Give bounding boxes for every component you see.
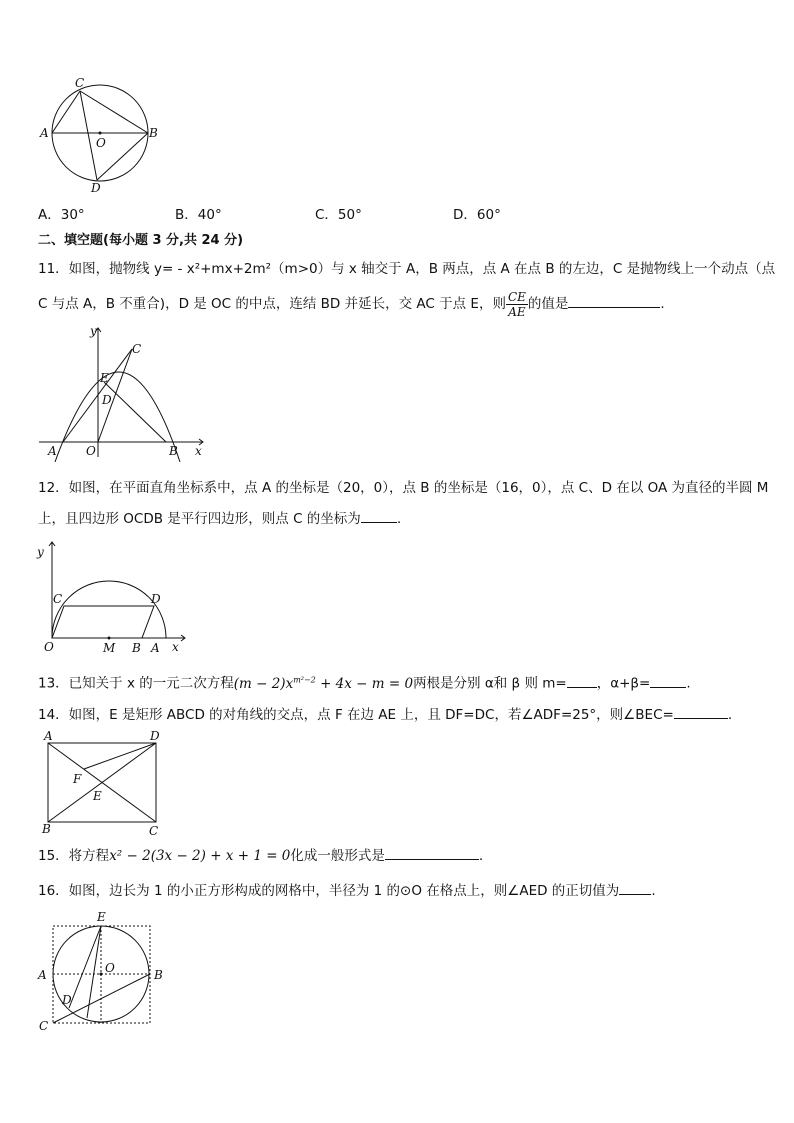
q13-text-b: 两根是分别 α和 β 则 m= [413, 675, 567, 692]
q10-label-b: B [149, 126, 158, 140]
q10-choice-a: A．30° [38, 207, 85, 223]
q11-frac-num: CE [507, 289, 526, 304]
q11-label-e: E [100, 371, 109, 385]
q13-equation [234, 676, 413, 692]
q11-label-c: C [132, 342, 142, 356]
q16-figure [36, 908, 171, 1033]
q14-label-c: C [149, 824, 159, 838]
q10-choice-b: B．40° [175, 207, 222, 223]
q14-answer-blank[interactable] [674, 706, 728, 719]
q12-answer-blank[interactable] [361, 510, 397, 523]
q12-label-y: y [37, 545, 44, 559]
q12-line2-text: 上，且四边形 OCDB 是平行四边形，则点 C 的坐标为 [38, 511, 361, 527]
q16-label-e: E [97, 910, 106, 924]
q11-line2 [38, 289, 665, 319]
q11-label-a: A [48, 444, 57, 458]
q13-line [38, 671, 691, 693]
q11-label-d: D [102, 393, 112, 407]
q13-end: . [686, 675, 691, 692]
q16-line [38, 882, 656, 900]
q10-label-o: O [96, 136, 106, 150]
q14-label-f: F [73, 772, 82, 786]
q14-label-e: E [93, 789, 102, 803]
q14-figure [38, 728, 168, 838]
q11-line2-tail: 的值是 [527, 296, 569, 312]
q13-answer-blank-m[interactable] [567, 675, 597, 688]
q12-label-m: M [103, 641, 116, 653]
q15-text-a: 15．将方程 [38, 848, 110, 864]
q11-end: . [660, 296, 665, 312]
q12-label-o: O [44, 640, 54, 653]
q11-line2-text: C 与点 A，B 不重合)，D 是 OC 的中点，连结 BD 并延长，交 AC 于点 E，则 [38, 296, 506, 312]
q13-eq-exp: m²−2 [293, 675, 316, 684]
q15-answer-blank[interactable] [385, 847, 479, 860]
q15-text-b: 化成一般形式是 [290, 848, 385, 864]
q12-end: . [396, 511, 402, 527]
q13-text-a: 13．已知关于 x 的一元二次方程 [38, 675, 234, 692]
q16-text: 16．如图，边长为 1 的小正方形构成的网格中，半径为 1 的⊙O 在格点上，则∠AED 的正切值为 [38, 883, 620, 899]
q12-label-d: D [151, 592, 161, 606]
q15-end: . [478, 848, 484, 864]
q11-line1: 11．如图，抛物线 y= - x²+mx+2m²（m>0）与 x 轴交于 A，B 两点，点 A 在点 B 的左边，C 是抛物线上一个动点（点 [38, 261, 776, 277]
q10-label-a: A [40, 126, 49, 140]
q12-label-c: C [53, 592, 63, 606]
q11-fraction [506, 290, 528, 319]
q16-label-b: B [154, 968, 163, 982]
q11-label-o: O [86, 444, 96, 458]
q16-label-a: A [38, 968, 47, 982]
q16-label-o: O [105, 961, 115, 975]
q10-label-c: C [75, 76, 85, 90]
q12-line2 [38, 510, 401, 528]
q16-end: . [651, 883, 656, 899]
q12-label-a: A [151, 641, 160, 653]
q13-answer-blank-sum[interactable] [650, 675, 686, 688]
q16-label-d: D [62, 993, 72, 1007]
q13-eq-left: (m − 2)x [233, 675, 294, 692]
q11-label-x: x [195, 444, 202, 458]
q15-line [38, 847, 483, 865]
q12-label-x: x [172, 640, 179, 653]
q10-choice-c: C．50° [315, 207, 362, 223]
q14-label-b: B [42, 822, 51, 836]
q14-text: 14．如图，E 是矩形 ABCD 的对角线的交点，点 F 在边 AE 上，且 DF=DC，若∠ADF=25°，则∠BEC= [38, 707, 674, 723]
q16-label-c: C [39, 1019, 49, 1033]
q13-text-c: ，α+β= [596, 675, 651, 692]
q15-equation: x² − 2(3x − 2) + x + 1 = 0 [109, 848, 291, 864]
q10-figure [35, 75, 165, 195]
q11-frac-den: AE [508, 304, 526, 319]
q14-label-d: D [150, 729, 160, 743]
q14-end: . [727, 707, 733, 723]
q14-line [38, 706, 732, 724]
q13-eq-right: + 4x − m = 0 [315, 675, 414, 692]
q10-choice-d: D．60° [453, 207, 501, 223]
q10-label-d: D [91, 181, 101, 195]
q14-label-a: A [44, 729, 53, 743]
q11-figure [35, 322, 210, 462]
q11-label-y: y [90, 324, 97, 338]
q16-answer-blank[interactable] [619, 882, 651, 895]
q11-answer-blank[interactable] [568, 295, 660, 308]
q12-line1: 12．如图，在平面直角坐标系中，点 A 的坐标是（20，0），点 B 的坐标是（16，0），点 C、D 在以 OA 为直径的半圆 M [38, 480, 769, 496]
q12-figure [32, 538, 192, 653]
q11-label-b: B [169, 444, 178, 458]
section-heading: 二、填空题(每小题 3 分,共 24 分) [38, 233, 244, 248]
q12-label-b: B [132, 641, 141, 653]
